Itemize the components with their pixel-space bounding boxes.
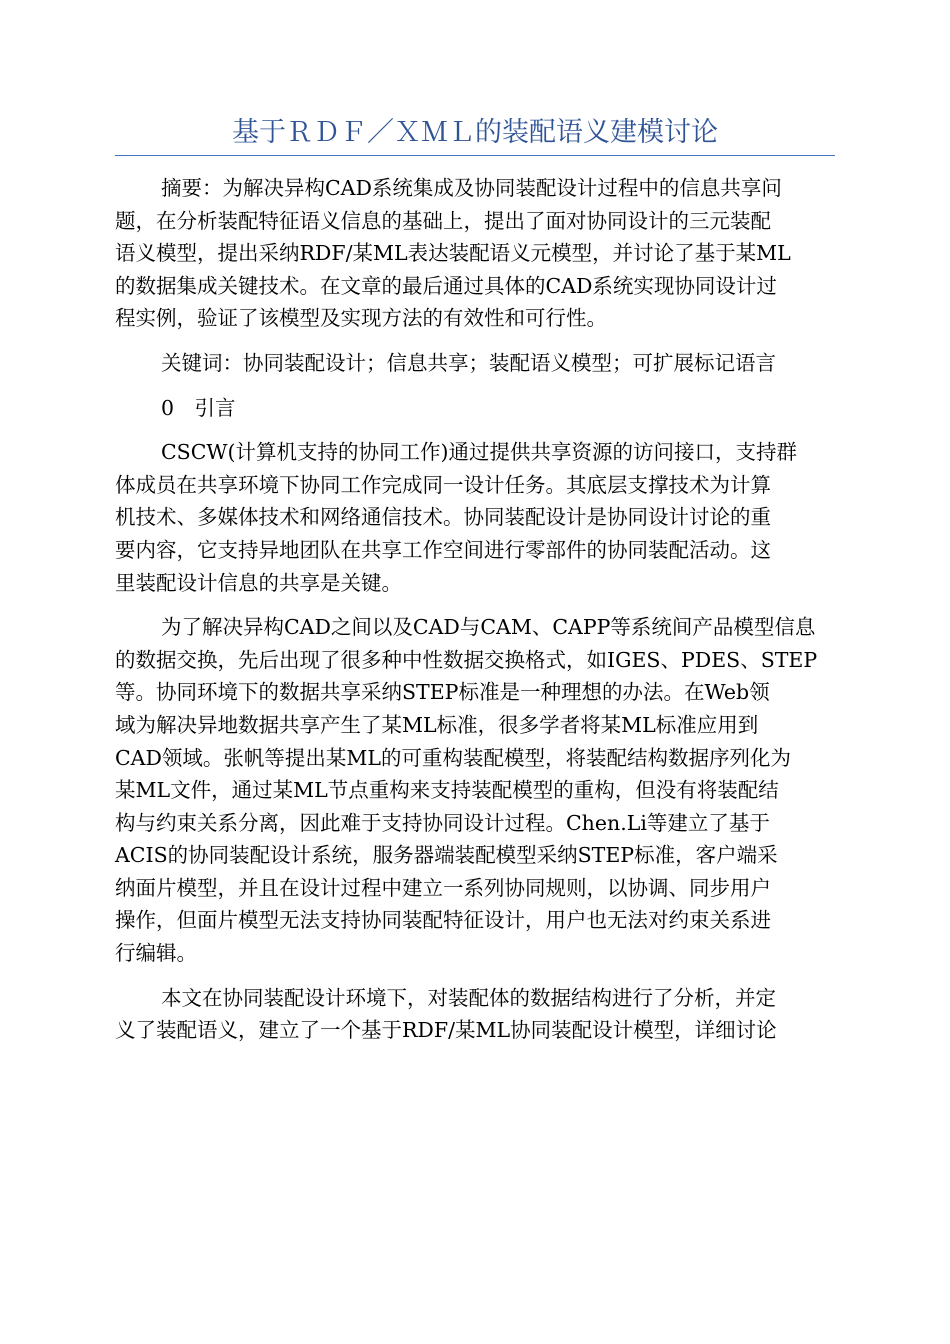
text-line: 本文在协同装配设计环境下，对装配体的数据结构进行了分析，并定 [161,985,776,1010]
text-line: 某ML文件，通过某ML节点重构来支持装配模型的重构，但没有将装配结 [115,778,779,803]
text-line: 行编辑。 [115,941,197,966]
text-line: 题，在分析装配特征语义信息的基础上，提出了面对协同设计的三元装配 [115,208,771,233]
text-line: 的数据集成关键技术。在文章的最后通过具体的CAD系统实现协同设计过 [115,273,777,298]
text-line: 为了解决异构CAD之间以及CAD与CAM、CAPP等系统间产品模型信息 [161,615,816,640]
body-paragraph [115,611,835,970]
text-line: 等。协同环境下的数据共享采纳STEP标准是一种理想的办法。在Web领 [115,680,770,705]
text-line: 纳面片模型，并且在设计过程中建立一系列协同规则，以协调、同步用户 [115,875,771,900]
text-line: 体成员在共享环境下协同工作完成同一设计任务。其底层支撑技术为计算 [115,472,771,497]
text-line: 关键词：协同装配设计；信息共享；装配语义模型；可扩展标记语言 [161,350,776,375]
text-line: 操作，但面片模型无法支持协同装配特征设计，用户也无法对约束关系进 [115,908,771,933]
text-line: 域为解决异地数据共享产生了某ML标准，很多学者将某ML标准应用到 [115,712,759,737]
document-title: 基于ＲＤＦ／ＸＭＬ的装配语义建模讨论 [232,117,718,148]
text-line: CAD领域。张帆等提出某ML的可重构装配模型，将装配结构数据序列化为 [115,745,792,770]
text-line: 里装配设计信息的共享是关键。 [115,570,402,595]
keywords-paragraph [115,347,835,380]
body-paragraph [115,436,835,599]
text-line: 0 引言 [161,395,236,420]
text-line: 义了装配语义，建立了一个基于RDF/某ML协同装配设计模型，详细讨论 [115,1018,777,1043]
text-line: 摘要：为解决异构CAD系统集成及协同装配设计过程中的信息共享问 [161,176,782,200]
text-line: ACIS的协同装配设计系统，服务器端装配模型采纳STEP标准，客户端采 [115,843,778,868]
abstract-paragraph [115,172,835,335]
document-body [115,172,835,1059]
text-line: 机技术、多媒体技术和网络通信技术。协同装配设计是协同设计讨论的重 [115,505,771,530]
text-line: 程实例，验证了该模型及实现方法的有效性和可行性。 [115,306,607,331]
text-line: 要内容，它支持异地团队在共享工作空间进行零部件的协同装配活动。这 [115,537,771,562]
body-paragraph [115,982,835,1047]
text-line: 语义模型，提出采纳RDF/某ML表达装配语义元模型，并讨论了基于某ML [115,241,791,266]
text-line: CSCW(计算机支持的协同工作)通过提供共享资源的访问接口，支持群 [161,440,797,465]
text-line: 构与约束关系分离，因此难于支持协同设计过程。Chen.Li等建立了基于 [115,810,770,835]
title-underline [115,155,835,156]
text-line: 的数据交换，先后出现了很多种中性数据交换格式，如IGES、PDES、STEP [115,647,818,672]
section-heading [115,392,835,425]
